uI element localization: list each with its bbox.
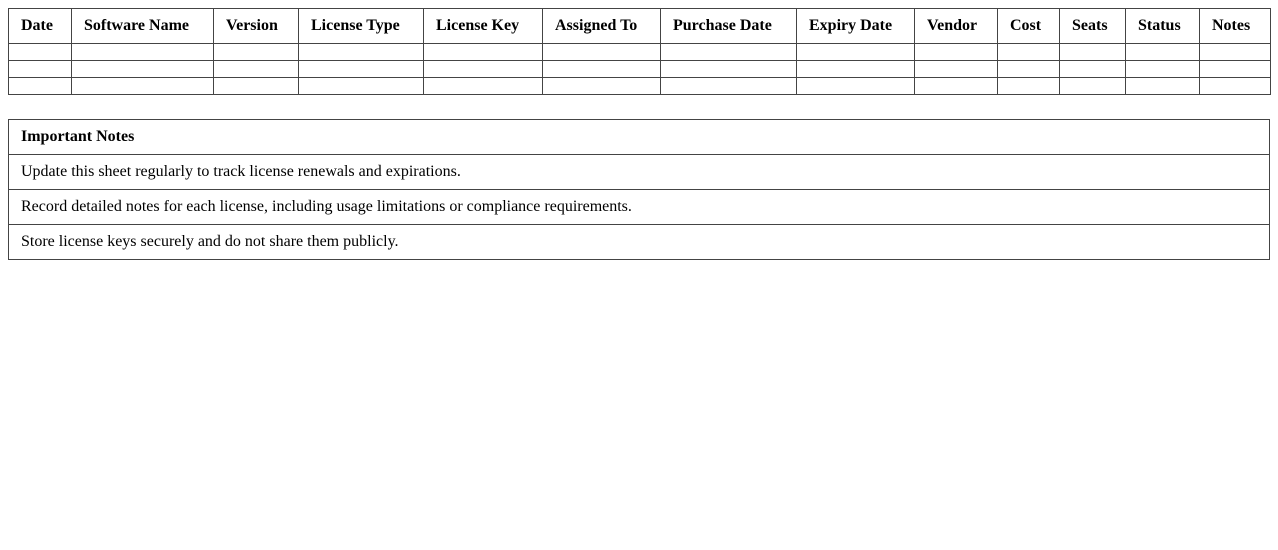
note-row (9, 155, 1270, 190)
table-cell[interactable] (915, 44, 998, 61)
column-header-license-type[interactable]: License Type (299, 9, 424, 44)
table-cell[interactable] (72, 61, 214, 78)
note-item[interactable]: Update this sheet regularly to track license renewals and expirations. (9, 155, 1270, 190)
table-cell[interactable] (1060, 78, 1126, 95)
column-header-assigned-to[interactable]: Assigned To (543, 9, 661, 44)
table-cell[interactable] (424, 44, 543, 61)
column-header-notes[interactable]: Notes (1200, 9, 1271, 44)
important-notes-table (8, 119, 1270, 260)
column-header-purchase-date[interactable]: Purchase Date (661, 9, 797, 44)
table-cell[interactable] (1200, 44, 1271, 61)
table-cell[interactable] (998, 61, 1060, 78)
note-item[interactable]: Store license keys securely and do not share them publicly. (9, 225, 1270, 260)
table-cell[interactable] (299, 44, 424, 61)
column-header-software-name[interactable]: Software Name (72, 9, 214, 44)
table-cell[interactable] (424, 78, 543, 95)
table-header-row (9, 9, 1271, 44)
table-cell[interactable] (1060, 44, 1126, 61)
note-row (9, 190, 1270, 225)
column-header-status[interactable]: Status (1126, 9, 1200, 44)
table-cell[interactable] (1126, 78, 1200, 95)
table-cell[interactable] (543, 44, 661, 61)
table-cell[interactable] (661, 61, 797, 78)
column-header-date[interactable]: Date (9, 9, 72, 44)
table-row (9, 61, 1271, 78)
license-table-body (9, 44, 1271, 95)
table-cell[interactable] (797, 44, 915, 61)
table-cell[interactable] (214, 61, 299, 78)
table-cell[interactable] (214, 44, 299, 61)
table-row (9, 44, 1271, 61)
table-cell[interactable] (1060, 61, 1126, 78)
table-cell[interactable] (72, 44, 214, 61)
note-item[interactable]: Record detailed notes for each license, including usage limitations or compliance requirements. (9, 190, 1270, 225)
table-cell[interactable] (915, 61, 998, 78)
table-cell[interactable] (424, 61, 543, 78)
table-cell[interactable] (72, 78, 214, 95)
table-cell[interactable] (214, 78, 299, 95)
notes-heading: Important Notes (9, 120, 1270, 155)
table-cell[interactable] (915, 78, 998, 95)
table-cell[interactable] (797, 78, 915, 95)
column-header-vendor[interactable]: Vendor (915, 9, 998, 44)
license-table (8, 8, 1271, 95)
column-header-version[interactable]: Version (214, 9, 299, 44)
table-cell[interactable] (9, 61, 72, 78)
table-cell[interactable] (1200, 78, 1271, 95)
table-cell[interactable] (543, 61, 661, 78)
notes-heading-row (9, 120, 1270, 155)
table-cell[interactable] (9, 78, 72, 95)
column-header-seats[interactable]: Seats (1060, 9, 1126, 44)
table-cell[interactable] (998, 78, 1060, 95)
column-header-expiry-date[interactable]: Expiry Date (797, 9, 915, 44)
table-cell[interactable] (1126, 44, 1200, 61)
table-cell[interactable] (9, 44, 72, 61)
note-row (9, 225, 1270, 260)
table-cell[interactable] (661, 44, 797, 61)
table-cell[interactable] (299, 61, 424, 78)
table-cell[interactable] (661, 78, 797, 95)
table-cell[interactable] (1126, 61, 1200, 78)
table-row (9, 78, 1271, 95)
table-cell[interactable] (797, 61, 915, 78)
table-cell[interactable] (998, 44, 1060, 61)
table-cell[interactable] (1200, 61, 1271, 78)
column-header-cost[interactable]: Cost (998, 9, 1060, 44)
table-cell[interactable] (543, 78, 661, 95)
column-header-license-key[interactable]: License Key (424, 9, 543, 44)
table-cell[interactable] (299, 78, 424, 95)
